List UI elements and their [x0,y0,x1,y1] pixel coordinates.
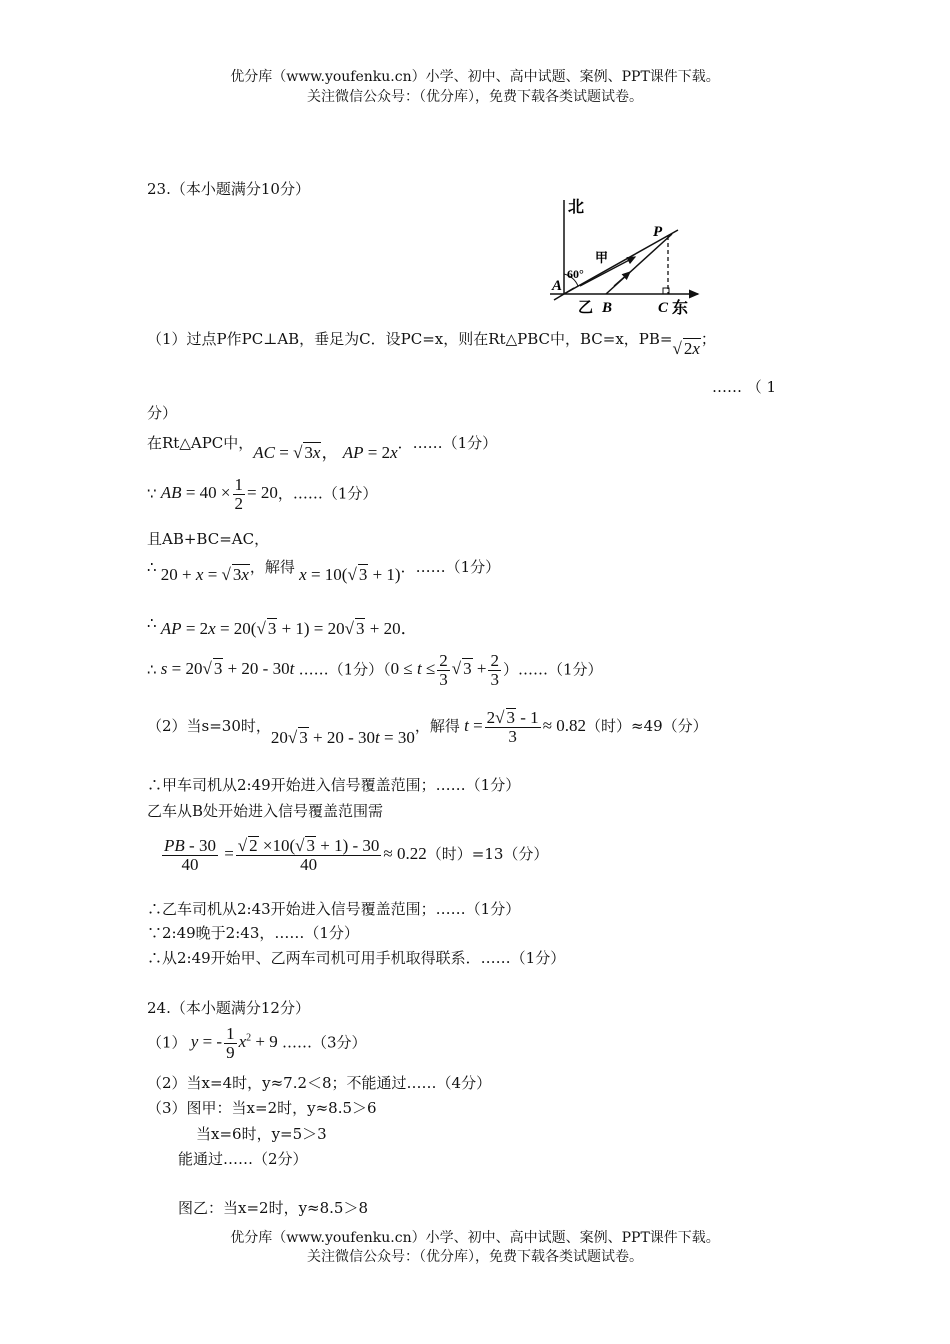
q24-part3-c: 能通过……（2分） [178,1150,308,1168]
q23-line-conclusion: ∴从2:49开始甲、乙两车司机可用手机取得联系．……（1分） [147,949,566,967]
q23-line-pb: $\frac{PB - 30}{40}$ = $\frac{√ 2 \times 10(√ 3 + 1) - 30}{40}$ ≈ 0.22（时）=13（分） [164,835,549,874]
footer-line-2: 关注微信公众号：（优分库），免费下载各类试题试卷。 [307,1249,643,1265]
header-line-1: 优分库（www.youfenku.cn）小学、初中、高中试题、案例、PPT课件下载。 [230,69,720,85]
point-P: P [653,224,663,240]
direction-diagram [540,198,710,323]
point-C: C [658,300,669,316]
jia-label: 甲 [595,250,609,265]
yi-label: 乙 [578,300,594,316]
q24-part3-a: （3）图甲：当x=2时，y≈8.5＞6 [147,1099,377,1117]
q23-part1: （1）过点P作PC⊥AB，垂足为C．设PC=x，则在Rt△PBC中，BC=x，PB=√ 2x； [147,330,716,358]
q23-part2: （2）当s=30时，20√ 3 + 20 - 30t = 30，解得 t = $\frac{2√ 3 - 1}{3}$ ≈ 0.82（时）≈49（分） [147,708,708,747]
east-label: 东 [672,300,689,317]
q24-part3-b: 当x=6时，y=5＞3 [196,1125,327,1143]
q23-line-s: ∴ s = 20√ 3 + 20 - 30t ……（1分）（0 ≤ t ≤ $\frac{2}{3}$ √ 3 + $\frac{2}{3}$ ）……（1分） [147,651,603,689]
q23-line-ab: ∵ AB = 40 × $\frac{1}{2}$ = 20，……（1分） [147,475,378,513]
q23-part1-score-b: 分） [147,404,178,422]
q23-line-yi-need: 乙车从B处开始进入信号覆盖范围需 [147,802,384,820]
header-line-2: 关注微信公众号：（优分库），免费下载各类试题试卷。 [307,89,643,105]
q23-line-ap: ∴ AP = 2x = 20(√ 3 + 1) = 20√ 3 + 20． [147,614,418,638]
q23-title: 23.（本小题满分10分） [147,180,310,198]
point-B: B [602,300,613,316]
footer-line-1: 优分库（www.youfenku.cn）小学、初中、高中试题、案例、PPT课件下载。 [230,1230,720,1246]
q23-line-sum: 且AB+BC=AC， [147,530,270,548]
angle-label: 60° [567,267,584,281]
q23-line-apc: 在Rt△APC中，AC = √ 3x， AP = 2x．……（1分） [147,434,498,462]
q23-line-jia: ∴甲车司机从2:49开始进入信号覆盖范围；……（1分） [147,776,521,794]
q23-part1-score-a: …… （ 1 [712,378,777,396]
q23-line-yi: ∴乙车司机从2:43开始进入信号覆盖范围；……（1分） [147,900,521,918]
point-A: A [552,278,563,294]
q24-part2: （2）当x=4时，y≈7.2＜8；不能通过……（4分） [147,1074,492,1092]
q24-title: 24.（本小题满分12分） [147,999,310,1017]
q23-line-compare: ∵2:49晚于2:43，……（1分） [147,924,359,942]
q23-line-solve: ∴ 20 + x = √ 3x，解得 x = 10(√ 3 + 1)．……（1分） [147,558,501,584]
q24-part1: （1） y = - $\frac{1}{9}$ $x^2 + 9$ ……（3分） [147,1024,367,1062]
q24-part3-d: 图乙：当x=2时，y≈8.5＞8 [178,1199,369,1217]
north-label: 北 [568,199,585,216]
